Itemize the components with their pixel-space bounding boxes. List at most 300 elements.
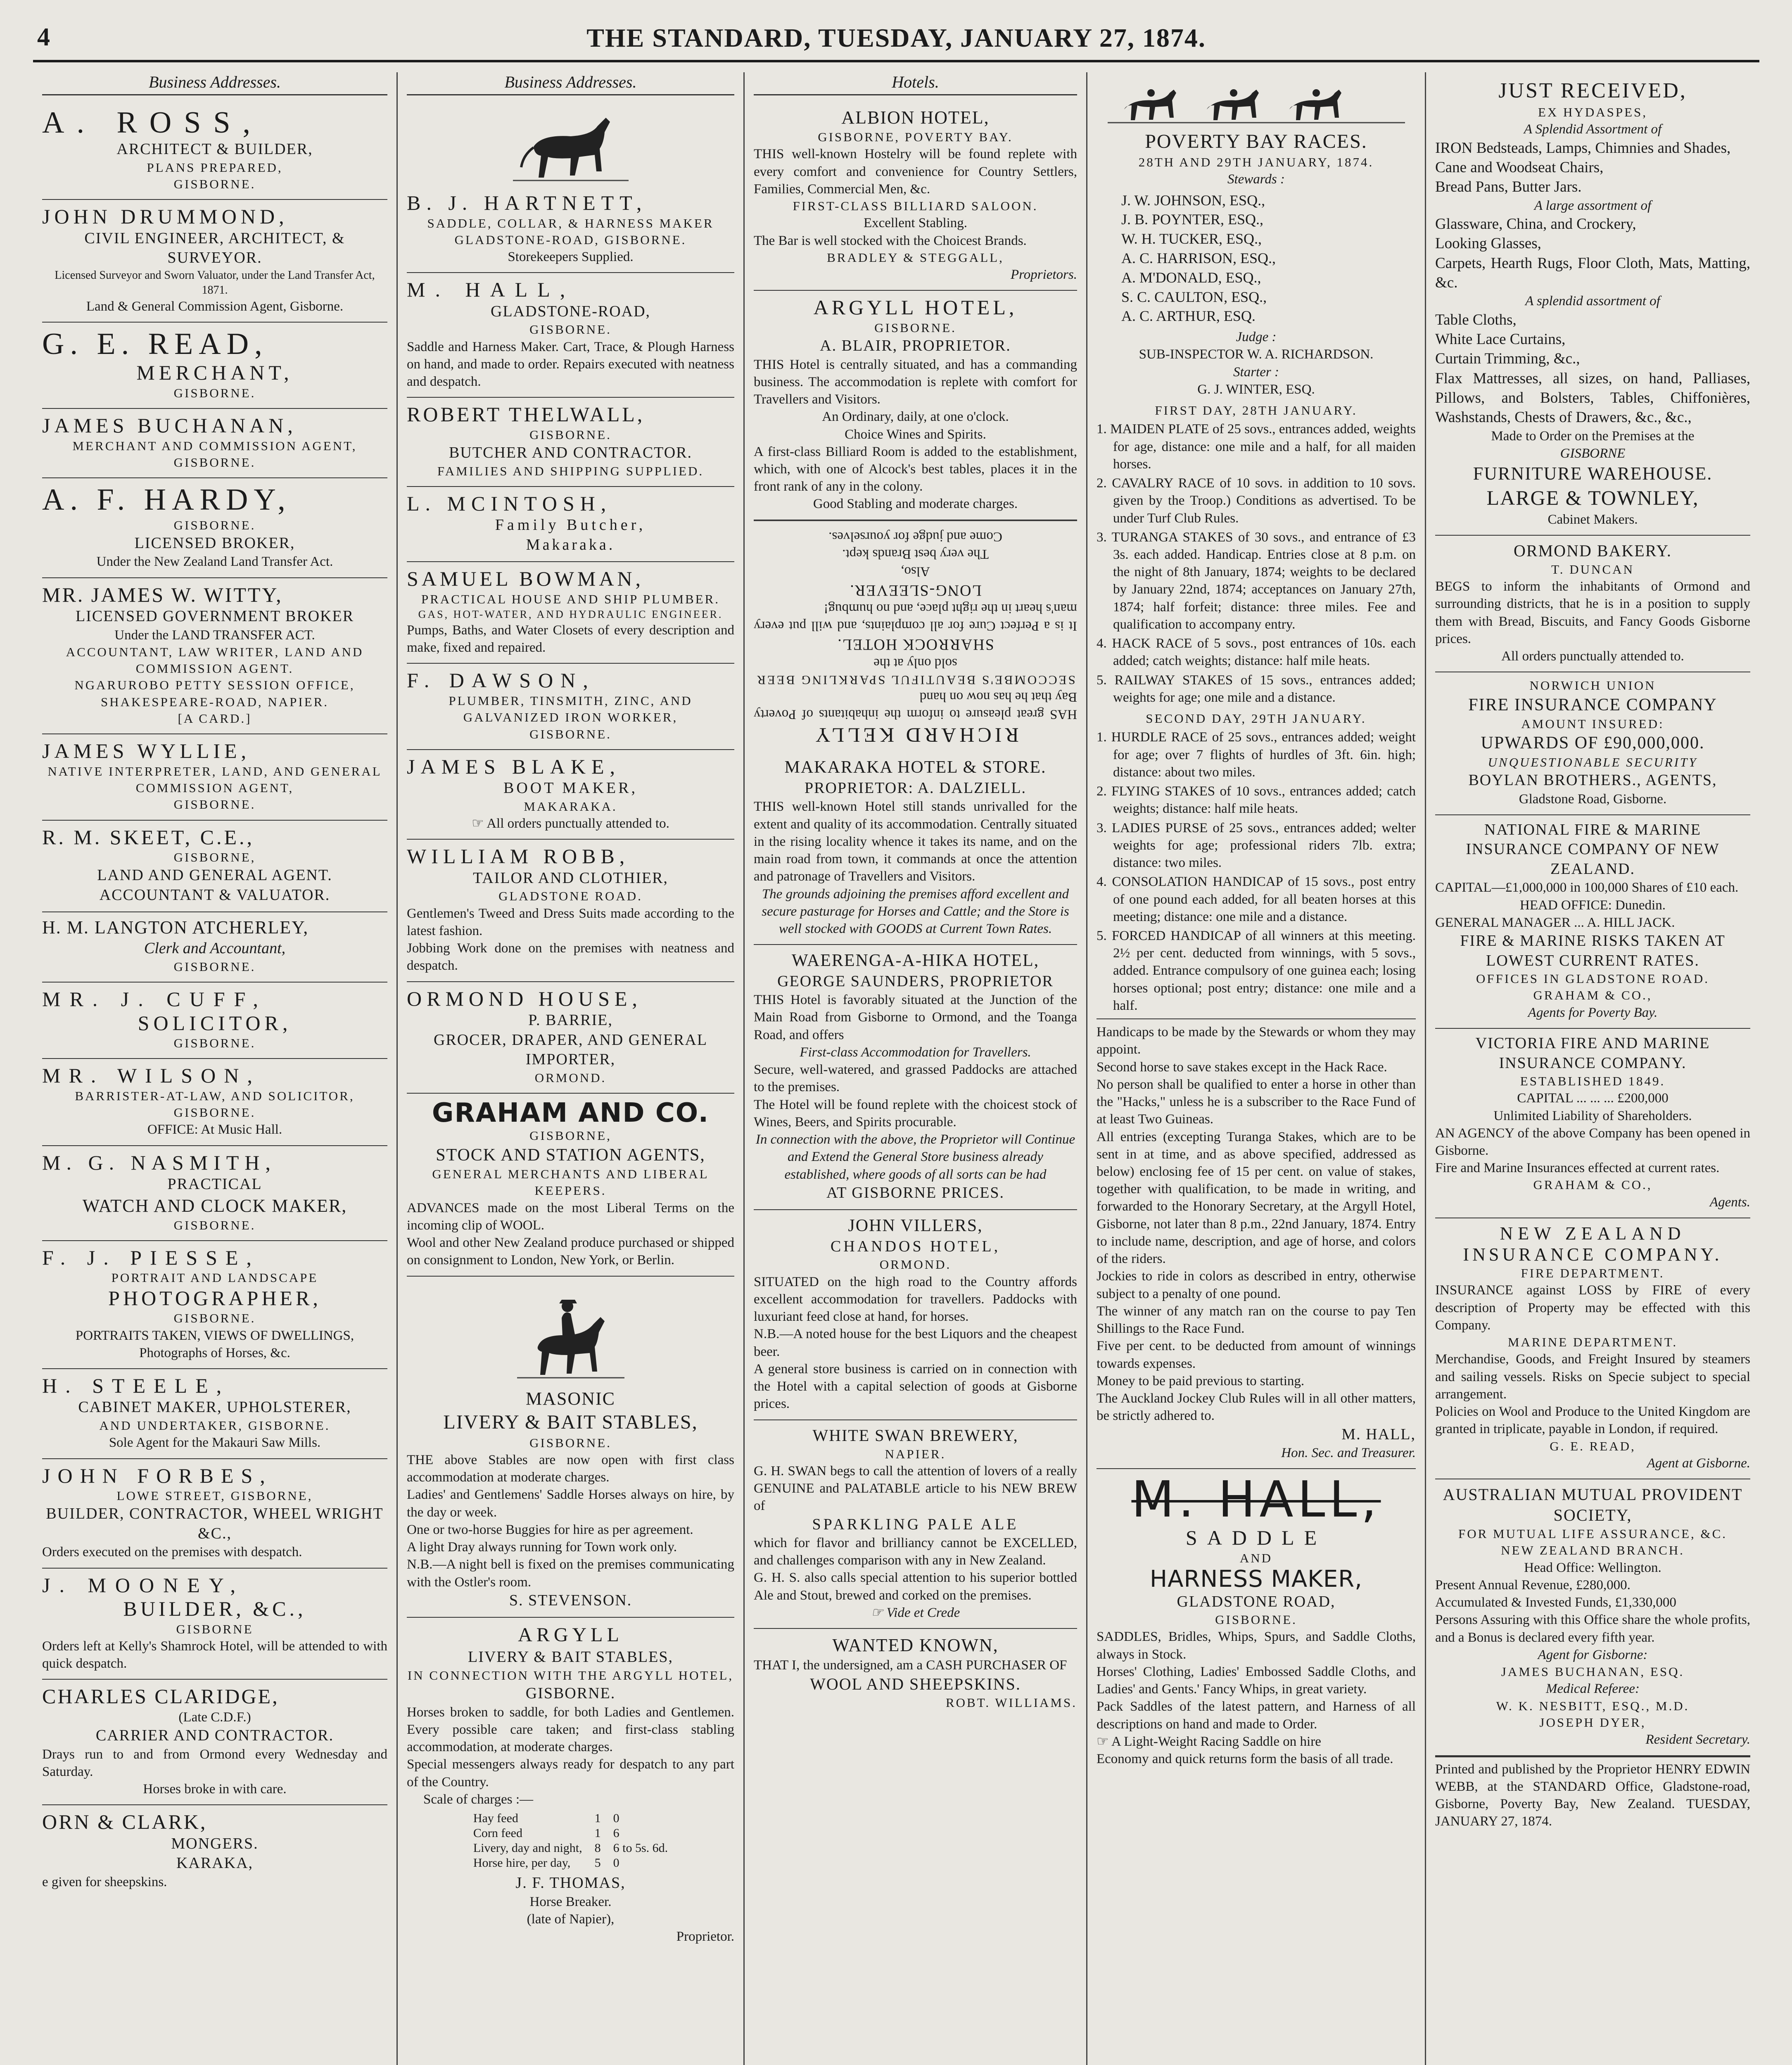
race-rule: The winner of any match ran on the course to pay Ten Shillings to the Race Fund. [1097, 1303, 1416, 1336]
ad-title: MR. JAMES W. WITTY, [42, 583, 283, 606]
ad-line: JAMES BUCHANAN, ESQ. [1501, 1664, 1685, 1679]
ad-line: GISBORNE. [173, 1105, 256, 1120]
ad-title: H. M. LANGTON ATCHERLEY, [42, 917, 309, 938]
ad-title: JOHN DRUMMOND, [42, 205, 288, 228]
ad-title: F. J. PIESSE, [42, 1246, 260, 1269]
ad-line: SPARKLING PALE ALE [812, 1515, 1019, 1533]
ad-line: Cabinet Makers. [1548, 512, 1638, 527]
ad-line: Wool and other New Zealand produce purchased or shipped on consignment to London, New York, or Berlin. [407, 1235, 734, 1268]
ad-line: Carpets, Hearth Rugs, Floor Cloth, Mats, Matting, &c. [1435, 254, 1750, 291]
ad-line: ESTABLISHED 1849. [1520, 1074, 1666, 1088]
charge-cell: 1 [594, 1826, 601, 1840]
ad-line: Gladstone Road, Gisborne. [1519, 791, 1667, 807]
ad-makaraka-hotel [754, 752, 1077, 945]
ad-waerenga-hotel [754, 945, 1077, 1210]
ad-line: PORTRAIT AND LANDSCAPE [111, 1270, 318, 1285]
ad-line: The Bar is well stocked with the Choicest Brands. [754, 233, 1027, 248]
ad-dawson [407, 664, 734, 750]
ad-line: GLADSTONE ROAD, [1177, 1593, 1336, 1610]
ad-line: LONG-SLEEVER. [849, 581, 982, 599]
ad-title: MAKARAKA HOTEL & STORE. [784, 758, 1047, 777]
ad-masonic [407, 1277, 734, 1618]
ad-line: sold only at the [873, 655, 957, 671]
stewards-list [1097, 191, 1416, 326]
ad-title: JOHN VILLERS, [848, 1216, 983, 1236]
ad-title: VICTORIA FIRE AND MARINE INSURANCE COMPANY. [1475, 1035, 1710, 1072]
ad-title: NATIONAL FIRE & MARINE INSURANCE COMPANY OF NEW ZEALAND. [1466, 821, 1720, 878]
ad-line: BRADLEY & STEGGALL, [827, 250, 1004, 265]
ad-line: GENERAL MANAGER ... A. HILL JACK. [1435, 915, 1675, 930]
ad-line: CABINET MAKER, UPHOLSTERER, [78, 1398, 351, 1416]
ad-line: FIRE & MARINE RISKS TAKEN AT LOWEST CURRENT RATES. [1460, 932, 1726, 969]
ad-line: Made to Order on the Premises at the [1491, 428, 1695, 444]
ad-line: First-class Accommodation for Travellers. [800, 1044, 1031, 1060]
ad-line: CHANDOS HOTEL, [830, 1237, 1001, 1255]
ad-line: CAPITAL ... ... ... £200,000 [1517, 1091, 1669, 1106]
ad-line: KARAKA, [176, 1854, 254, 1872]
ad-line: GISBORNE, [529, 1128, 612, 1143]
ad-line: Looking Glasses, [1435, 235, 1541, 252]
ad-line: Curtain Trimming, &c., [1435, 350, 1580, 368]
ad-line: AT GISBORNE PRICES. [826, 1184, 1005, 1201]
ad-line: GISBORNE [176, 1621, 254, 1636]
ad-line: SOLICITOR, [138, 1011, 292, 1035]
ad-line: CARRIER AND CONTRACTOR. [95, 1727, 334, 1745]
ad-line: TAILOR AND CLOTHIER, [473, 869, 668, 887]
pointing-hand-icon: ☞ [472, 816, 487, 831]
ad-line: AND UNDERTAKER, GISBORNE. [99, 1418, 330, 1433]
column-2 [396, 72, 743, 2065]
ad-line: Merchandise, Goods, and Freight Insured by steamers and sailing vessels. Risks on Specie subject to special arrangement. [1435, 1352, 1750, 1402]
ad-line: MERCHANT AND COMMISSION AGENT, [72, 438, 357, 453]
ad-line: THIS well-known Hotel still stands unrivalled for the extent and quality of its accommodation. Centrally situated in the rising locality whence it takes its name, and on the main road from town, it commands at once the attention and patronage of Travellers and Visitors. [754, 799, 1077, 884]
ad-line: FOR MUTUAL LIFE ASSURANCE, &C. [1458, 1526, 1728, 1541]
ad-line: T. DUNCAN [1551, 562, 1634, 577]
ad-line: GISBORNE. [529, 1435, 612, 1450]
ad-title: NORWICH UNION [1529, 678, 1656, 693]
charges-table [467, 1811, 674, 1871]
ad-line: SHARROCK HOTEL. [837, 636, 994, 653]
ad-title: A. ROSS, [42, 106, 263, 140]
page-number: 4 [37, 23, 50, 51]
ad-line: ACCOUNTANT & VALUATOR. [99, 886, 330, 904]
ad-line: Head Office: Wellington. [1524, 1560, 1661, 1575]
steward-name: J. B. POYNTER, ESQ., [1121, 211, 1264, 228]
ad-line: Land & General Commission Agent, Gisborne. [86, 299, 344, 314]
ad-line: IRON Bedsteads, Lamps, Chimnies and Shades, [1435, 139, 1731, 157]
ad-line: A Splendid Assortment of [1524, 122, 1662, 137]
ad-line: Ladies' and Gentlemens' Saddle Horses always on hire, by the day or week. [407, 1487, 734, 1520]
ad-drummond [42, 200, 387, 322]
ad-line: Jobbing Work done on the premises with neatness and despatch. [407, 941, 734, 973]
ad-line: Come and judge for yourselves. [828, 529, 1002, 544]
ad-title: ARGYLL [518, 1624, 623, 1646]
ad-line: BUILDER, CONTRACTOR, WHEEL WRIGHT &C., [46, 1505, 384, 1542]
steward-name: A. M'DONALD, ESQ., [1121, 269, 1261, 286]
ad-line: Family Butcher, [495, 516, 646, 534]
ad-line: THE above Stables are now open with first class accommodation at moderate charges. [407, 1452, 734, 1485]
ad-title: POVERTY BAY RACES. [1145, 131, 1367, 152]
ad-title: WHITE SWAN BREWERY, [812, 1426, 1018, 1445]
ad-line: Licensed Surveyor and Sworn Valuator, under the Land Transfer Act, 1871. [55, 268, 375, 297]
ad-line: GISBORNE. [173, 385, 256, 400]
ad-line: BEGS to inform the inhabitants of Ormond and surrounding districts, that he is in a position to supply them with Bread, Biscuits, and Fancy Goods Gisborne prices. [1435, 579, 1750, 646]
charge-cell: 8 [594, 1841, 601, 1855]
ad-wyllie [42, 734, 387, 820]
column-header: Hotels. [754, 72, 1077, 95]
ad-title: F. DAWSON, [407, 669, 596, 692]
signature-name: M. HALL, [1341, 1425, 1416, 1443]
ad-line: Good Stabling and moderate charges. [813, 496, 1018, 512]
ad-line: PRACTICAL [167, 1175, 262, 1193]
ad-line: PLUMBER, TINSMITH, ZINC, AND GALVANIZED IRON WORKER, [449, 693, 693, 725]
ad-title: M. HALL, [407, 278, 575, 301]
ad-line: BUILDER, &C., [123, 1597, 306, 1621]
ad-line: GISBORNE. [529, 726, 612, 741]
charge-cell: 1 [594, 1811, 601, 1825]
ad-title: AUSTRALIAN MUTUAL PROVIDENT SOCIETY, [1443, 1485, 1743, 1525]
ad-line: J. F. THOMAS, [515, 1874, 626, 1892]
ad-wilson [42, 1059, 387, 1146]
ad-line: Also, [901, 564, 930, 579]
ad-line: SADDLE [1185, 1526, 1327, 1550]
ad-line: N.B.—A noted house for the best Liquors and the cheapest beer. [754, 1327, 1077, 1359]
ad-line: G. H. SWAN begs to call the attention of lovers of a really GENUINE and PALATABLE article to his NEW BREW of [754, 1463, 1077, 1514]
ad-title: JUST RECEIVED, [1498, 79, 1687, 102]
ad-line: ROBT. WILLIAMS. [945, 1695, 1077, 1710]
printer-imprint: Printed and published by the Proprietor HENRY EDWIN WEBB, at the STANDARD Office, Gladstone-road, Gisborne, Poverty Bay, New Zealand. TUESDAY, JANUARY 27, 1874. [1435, 1756, 1750, 1830]
ad-line-text: Vide et Crede [886, 1605, 960, 1620]
ad-line: GEORGE SAUNDERS, PROPRIETOR [777, 972, 1054, 990]
ad-nasmith [42, 1146, 387, 1241]
ad-line: FIRST-CLASS BILLIARD SALOON. [793, 199, 1038, 213]
ad-title: WILLIAM ROBB, [407, 845, 630, 868]
ad-title: ROBERT THELWALL, [407, 403, 645, 426]
ad-title: WAERENGA-A-HIKA HOTEL, [791, 951, 1040, 971]
ad-title: GRAHAM AND CO. [432, 1097, 710, 1128]
ad-line: THIS Hotel is favorably situated at the Junction of the Main Road from Gisborne to Ormond, and the Toanga Road, and offers [754, 992, 1077, 1042]
newspaper-title: THE STANDARD, TUESDAY, JANUARY 27, 1874. [586, 23, 1206, 52]
race-entry: 2. CAVALRY RACE of 10 sovs. in addition to 10 sovs. given by the Troop.) Conditions as advertised. To be under Turf Club Rules. [1097, 476, 1416, 526]
ad-line: GISBORNE, [173, 850, 256, 865]
ad-line: Pumps, Baths, and Water Closets of every description and make, fixed and repaired. [407, 623, 734, 655]
ad-line: [A CARD.] [178, 711, 252, 726]
ad-title: MR. J. CUFF, [42, 987, 267, 1011]
ad-title: CHARLES CLARIDGE, [42, 1685, 279, 1708]
ad-line: Excellent Stabling. [863, 216, 968, 231]
column-header: Business Addresses. [407, 72, 734, 95]
ad-line: Unlimited Liability of Shareholders. [1493, 1108, 1692, 1123]
ad-line: Medical Referee: [1546, 1681, 1640, 1697]
ad-line: LIVERY & BAIT STABLES, [468, 1648, 673, 1666]
ad-line: An Ordinary, daily, at one o'clock. [822, 409, 1009, 425]
ad-line: Persons Assuring with this Office share the whole profits, and a Bonus is declared every fifth year. [1435, 1612, 1750, 1645]
ad-line: BUTCHER AND CONTRACTOR. [449, 444, 692, 462]
race-entry: 1. MAIDEN PLATE of 25 sovs., entrances added, weights for age, distance: one mile and a half, for all maiden horses. [1097, 422, 1416, 472]
ad-line: The grounds adjoining the premises afford excellent and secure pasturage for Horses and Cattle; and the Store is well stocked with GOODS at Current Town Rates. [762, 886, 1069, 937]
ad-line: GLADSTONE-ROAD, GISBORNE. [454, 232, 687, 247]
ad-line: PHOTOGRAPHER, [108, 1286, 321, 1310]
ad-title: A. F. HARDY, [42, 483, 291, 517]
charge-cell: 0 [613, 1856, 619, 1870]
ad-title: M. HALL, [1131, 1471, 1381, 1529]
ad-amp-society [1435, 1479, 1750, 1756]
race-dates: 28TH AND 29TH JANUARY, 1874. [1138, 155, 1374, 169]
ad-line: GROCER, DRAPER, AND GENERAL IMPORTER, [433, 1031, 708, 1068]
ad-title: ORN & CLARK, [42, 1810, 207, 1834]
ad-line: S. STEVENSON. [509, 1591, 632, 1609]
race-rule: Second horse to save stakes except in the Hack Race. [1097, 1059, 1387, 1075]
ad-line: Horses broke in with care. [143, 1782, 287, 1797]
race-entry: 2. FLYING STAKES of 10 sovs., entrances added; catch weights; distance: half mile heats. [1097, 784, 1416, 817]
ad-title: B. J. HARTNETT, [407, 191, 648, 214]
column-header: Business Addresses. [42, 72, 387, 95]
ad-line: SITUATED on the high road to the Country affords excellent accommodation for travellers. Paddocks with luxuriant feed close at hand, for horses. [754, 1274, 1077, 1324]
ad-line: (Late C.D.F.) [178, 1709, 251, 1725]
ad-chandos-hotel [754, 1210, 1077, 1420]
ad-line: INSURANCE COMPANY. [1463, 1244, 1723, 1265]
charge-row [468, 1841, 674, 1855]
ad-title: H. STEELE, [42, 1374, 230, 1397]
race-rule: Handicaps to be made by the Stewards or whom they may appoint. [1097, 1025, 1416, 1057]
ad-line: FURNITURE WAREHOUSE. [1473, 463, 1713, 484]
ad-norwich-union [1435, 672, 1750, 815]
ad-title: WANTED KNOWN, [832, 1635, 999, 1656]
ad-line: Bread Pans, Butter Jars. [1435, 178, 1582, 196]
ad-title: JAMES WYLLIE, [42, 739, 251, 763]
ad-robb [407, 840, 734, 982]
ad-line: HEAD OFFICE: Dunedin. [1520, 897, 1666, 913]
ad-line: BOYLAN BROTHERS., AGENTS, [1468, 771, 1717, 789]
column-3 [743, 72, 1086, 2065]
ad-line: NATIVE INTERPRETER, LAND, AND GENERAL COMMISSION AGENT, [47, 764, 382, 795]
ad-graham [407, 1094, 734, 1277]
horse-illustration-icon [509, 109, 633, 188]
steward-name: S. C. CAULTON, ESQ., [1121, 288, 1267, 305]
charge-row [468, 1826, 674, 1840]
ad-line: Pack Saddles of the latest pattern, and Harness of all descriptions on hand and made to Order. [1097, 1699, 1416, 1732]
ad-line: FIRE INSURANCE COMPANY [1468, 695, 1717, 714]
ad-line: PLANS PREPARED, [147, 160, 283, 175]
ad-title: NEW ZEALAND [1500, 1223, 1686, 1244]
ad-line: FAMILIES AND SHIPPING SUPPLIED. [437, 463, 704, 478]
ad-line: A general store business is carried on in connection with the Hotel with a capital selection of goods at Gisborne prices. [754, 1361, 1077, 1412]
ad-ross [42, 101, 387, 200]
ad-line-text: A Light-Weight Racing Saddle on hire [1111, 1734, 1321, 1749]
ad-line: which for flavor and brilliancy cannot be EXCELLED, and challenges comparison with any in New Zealand. [754, 1536, 1077, 1568]
ad-line: Economy and quick returns form the basis of all trade. [1097, 1752, 1393, 1767]
steward-name: A. C. ARTHUR, ESQ. [1121, 308, 1256, 325]
race-entry: 3. TURANGA STAKES of 30 sovs., and entrance of £3 3s. each added. Handicap. Entries close at 8 p.m. on the night of 8th January, 1874; weights to be declared by January 22nd, 1874; acceptances on January 27th, 1874; half forfeit; distance: three miles. Fee and qualification to accompany entry. [1097, 529, 1416, 632]
ad-line [407, 815, 734, 832]
ad-title: JAMES BLAKE, [407, 755, 621, 778]
ad-line: Flax Mattresses, all sizes, on hand, Palliases, Pillows, and Bolsters, Tables, Chiffonières, Washstands, Chests of Drawers, &c., &c., [1435, 370, 1750, 426]
steward-name: W. H. TUCKER, ESQ., [1121, 230, 1262, 247]
ad-line: GISBORNE. [173, 1311, 256, 1326]
ad-title: M. G. NASMITH, [42, 1151, 276, 1174]
ad-line: Fire and Marine Insurances effected at current rates. [1435, 1161, 1720, 1176]
ad-wanted-known [754, 1629, 1077, 1718]
race-entry: 4. CONSOLATION HANDICAP of 15 sovs., post entry of one pound each added, for all beaten horses at this meeting; distance: one mile and a distance. [1097, 874, 1416, 924]
ad-blake [407, 750, 734, 840]
ad-claridge [42, 1680, 387, 1805]
ad-line: GISBORNE. [1215, 1612, 1297, 1627]
ad-line: Agents for Poverty Bay. [1528, 1005, 1658, 1020]
judge-heading: Judge : [1236, 330, 1277, 345]
ad-line: Storekeepers Supplied. [508, 249, 634, 265]
ad-line: Glassware, China, and Crockery, [1435, 215, 1636, 233]
ad-witty [42, 578, 387, 735]
ad-line: UPWARDS OF £90,000,000. [1481, 733, 1705, 753]
ad-hall [407, 273, 734, 398]
ad-new-zealand-insurance [1435, 1218, 1750, 1479]
column-5 [1425, 72, 1759, 2065]
ad-line: (late of Napier), [527, 1911, 615, 1927]
ad-poverty-bay-races [1097, 72, 1416, 1469]
ad-line: HAS great pleasure to inform the inhabitants of Poverty Bay that he has now on hand [754, 689, 1077, 722]
ad-mooney [42, 1569, 387, 1680]
racehorses-illustration-icon [1108, 81, 1405, 126]
ad-skeet [42, 821, 387, 913]
ad-line: LIVERY & BAIT STABLES, [443, 1411, 698, 1433]
ad-line: CIVIL ENGINEER, ARCHITECT, & SURVEYOR. [84, 229, 345, 267]
judge-name: SUB-INSPECTOR W. A. RICHARDSON. [1139, 347, 1374, 362]
ad-line: P. BARRIE, [528, 1011, 613, 1029]
ad-line: GISBORNE. [529, 322, 612, 337]
charge-row [468, 1856, 674, 1870]
race-entry: 3. LADIES PURSE of 25 sovs., entrances added; welter weights for age; professional riders 7lb. extra; distance: two miles. [1097, 820, 1416, 871]
ad-line: A splendid assortment of [1525, 294, 1660, 309]
ad-line: FIRE DEPARTMENT. [1521, 1266, 1665, 1281]
ad-line: BARRISTER-AT-LAW, AND SOLICITOR, [75, 1088, 355, 1103]
rider-on-horse-illustration-icon [513, 1285, 629, 1384]
ad-line: All orders punctually attended to. [1501, 649, 1684, 664]
ad-line: THAT I, the undersigned, am a CASH PURCHASER OF [754, 1658, 1067, 1673]
ad-line: PROPRIETOR: A. DALZIELL. [804, 779, 1027, 797]
ad-line: Accumulated & Invested Funds, £1,330,000 [1435, 1595, 1676, 1610]
ad-line: BOOT MAKER, [503, 779, 638, 797]
ad-line: SHAKESPEARE-ROAD, NAPIER. [100, 694, 329, 709]
ad-line: GISBORNE, POVERTY BAY. [818, 130, 1013, 144]
race-rule: No person shall be qualified to enter a horse in other than the "Hacks," unless he is a subscriber to the Race Fund of at least Two Guineas. [1097, 1077, 1416, 1127]
ad-line: Drays run to and from Ormond every Wednesday and Saturday. [42, 1747, 387, 1779]
ad-line: Horses' Clothing, Ladies' Embossed Saddle Cloths, and Ladies' and Gents.' Fancy Whips, in great variety. [1097, 1664, 1416, 1697]
ad-line: The Hotel will be found replete with the choicest stock of Wines, Beers, and Spirits procurable. [754, 1097, 1077, 1130]
ad-line: e given for sheepskins. [42, 1874, 167, 1889]
ad-line: MONGERS. [171, 1835, 259, 1852]
ad-line: NAPIER. [885, 1446, 946, 1461]
ad-line: PORTRAITS TAKEN, VIEWS OF DWELLINGS, Photographs of Horses, &c. [75, 1328, 354, 1360]
ad-line: ORMOND. [534, 1070, 607, 1085]
ad-line: A. BLAIR, PROPRIETOR. [820, 337, 1011, 355]
signature-title: Hon. Sec. and Treasurer. [1281, 1446, 1416, 1461]
ad-line: Agents. [1709, 1194, 1750, 1210]
ad-title: ALBION HOTEL, [841, 107, 990, 128]
ad-title: JOHN FORBES, [42, 1464, 273, 1487]
ad-line [1097, 1733, 1416, 1750]
ad-line: Agent for Gisborne: [1538, 1647, 1648, 1662]
race-rule: All entries (excepting Turanga Stakes, which are to be sent in at time, and as above specified, addressed as below) enclosing fee of 15 per cent. on value of stakes, together with qualification, to be made in writing, and forwarded to the Honorary Secretary, at the Argyll Hotel, Gisborne, not later than 8 p.m., 22nd January, 1874. Entry to include name, description, and age of horse, and colors of the riders. [1097, 1129, 1416, 1267]
charge-cell: Horse hire, per day, [473, 1856, 571, 1870]
ad-line: Gentlemen's Tweed and Dress Suits made according to the latest fashion. [407, 906, 734, 938]
ad-white-swan-brewery [754, 1420, 1077, 1629]
ad-line: GISBORNE. [173, 1036, 256, 1050]
ad-line: GISBORNE. [173, 177, 256, 192]
ad-line: GAS, HOT-WATER, AND HYDRAULIC ENGINEER. [418, 608, 723, 621]
ad-line: MAKARAKA. [524, 799, 617, 814]
ad-line: Secure, well-watered, and grassed Paddocks are attached to the premises. [754, 1062, 1077, 1095]
ad-line: GISBORNE. [173, 797, 256, 812]
ad-hardy [42, 478, 387, 578]
day-heading: SECOND DAY, 29TH JANUARY. [1146, 711, 1367, 726]
ad-line: SECCOMBE'S BEAUTIFUL SPARKLING BEER [755, 673, 1075, 688]
ad-title: JAMES BUCHANAN, [42, 414, 297, 437]
ad-line: ARCHITECT & BUILDER, [116, 140, 313, 158]
ad-line: Horses broken to saddle, for both Ladies and Gentlemen. Every possible care taken; and first-class stabling accommodation, at moderate charges. [407, 1704, 734, 1755]
ad-line: Sole Agent for the Makauri Saw Mills. [109, 1435, 321, 1450]
ad-line: Saddle and Harness Maker. Cart, Trace, & Plough Harness on hand, and made to order. Repairs executed with neatness and despatch. [407, 339, 734, 389]
ad-title: RICHARD KELLY [812, 724, 1019, 747]
ad-title: ARGYLL HOTEL, [813, 296, 1018, 319]
race-rule: The Auckland Jockey Club Rules will in all other matters, be strictly adhered to. [1097, 1391, 1416, 1424]
ad-title: L. MCINTOSH, [407, 491, 612, 515]
ad-line: STOCK AND STATION AGENTS, [436, 1145, 705, 1165]
ad-line: GISBORNE. [173, 517, 256, 532]
ad-line: A large assortment of [1534, 198, 1652, 213]
steward-name: J. W. JOHNSON, ESQ., [1121, 192, 1265, 209]
ad-line: SADDLES, Bridles, Whips, Spurs, and Saddle Cloths, always in Stock. [1097, 1629, 1416, 1662]
ad-argyll-stables [407, 1618, 734, 1952]
ad-line: AND [1239, 1550, 1273, 1565]
ad-line: The very best Brands kept. [842, 546, 989, 562]
column-4 [1086, 72, 1425, 2065]
ad-line: IN CONNECTION WITH THE ARGYLL HOTEL, [407, 1668, 734, 1683]
charge-cell: Livery, day and night, [473, 1841, 582, 1855]
charge-cell: 6 [613, 1826, 619, 1840]
ad-line: EX HYDASPES, [1538, 105, 1648, 119]
charge-cell: 5 [594, 1856, 601, 1870]
steward-name: A. C. HARRISON, ESQ., [1121, 249, 1276, 266]
ad-ormond-house [407, 982, 734, 1094]
starter-heading: Starter : [1233, 364, 1279, 380]
ad-line: Clerk and Accountant, [144, 940, 286, 957]
ad-line: Present Annual Revenue, £280,000. [1435, 1578, 1631, 1593]
ad-clark [42, 1805, 387, 1897]
ad-line: G. H. S. also calls special attention to his superior bottled Ale and Stout, brewed and corked on the premises. [754, 1570, 1077, 1603]
pointing-hand-icon: ☞ [871, 1605, 887, 1620]
ad-line: SADDLE, COLLAR, & HARNESS MAKER [427, 216, 714, 230]
ad-line: Makaraka. [526, 536, 615, 553]
ad-argyll-hotel [754, 291, 1077, 520]
ad-hartnett [407, 101, 734, 273]
ad-line: Under the LAND TRANSFER ACT. [114, 627, 315, 643]
ad-line: In connection with the above, the Proprietor will Continue and Extend the General Store business already established, where goods of all sorts can be had [755, 1132, 1075, 1182]
ad-line: Orders executed on the premises with despatch. [42, 1545, 302, 1560]
ad-line: GISBORNE. [173, 455, 256, 470]
ad-line: WATCH AND CLOCK MAKER, [82, 1195, 347, 1216]
ad-line: GENERAL MERCHANTS AND LIBERAL KEEPERS. [432, 1167, 709, 1198]
race-rules [1097, 1023, 1416, 1424]
charge-cell: Hay feed [473, 1811, 518, 1825]
ad-line: LICENSED BROKER, [134, 534, 295, 552]
ad-line: Agent at Gisborne. [1647, 1455, 1750, 1471]
race-rule: Money to be paid previous to starting. [1097, 1373, 1305, 1389]
race-rule: Jockies to ride in colors as described in entry, otherwise subject to a penalty of one pound. [1097, 1269, 1416, 1301]
ad-line: OFFICE: At Music Hall. [147, 1122, 282, 1137]
ad-line: GRAHAM & CO., [1533, 988, 1652, 1003]
ad-line: MERCHANT, [136, 361, 293, 385]
ad-line: UNQUESTIONABLE SECURITY [1488, 755, 1698, 769]
